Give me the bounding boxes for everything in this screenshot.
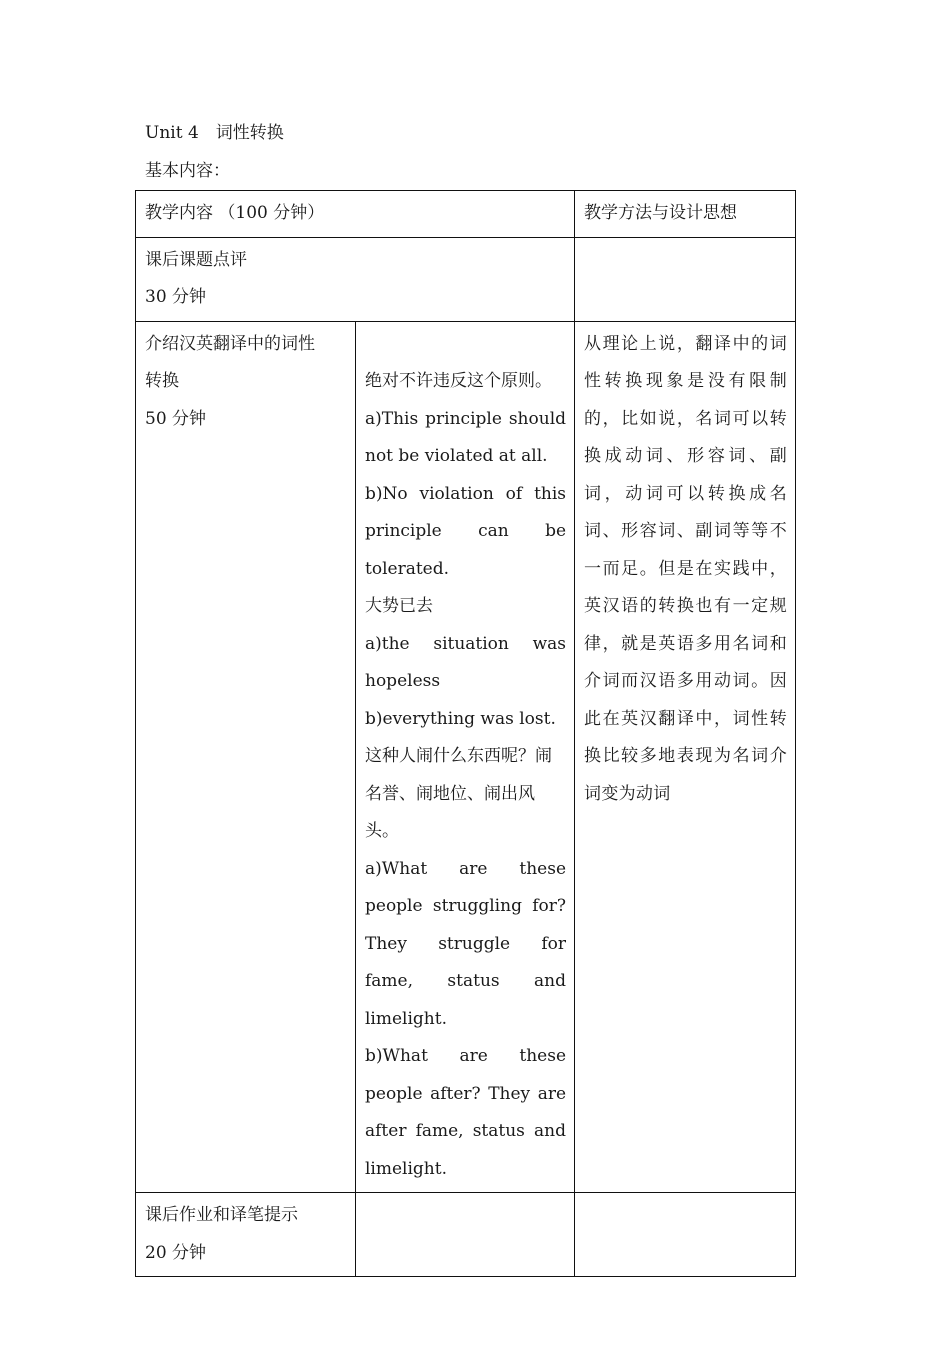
example-translation: b)everything was lost. — [365, 708, 556, 729]
example-sentence: 绝对不许违反这个原则。 — [365, 371, 552, 391]
lesson-plan-table — [135, 190, 796, 1277]
example-translation: b)No violation of this principle can be tolerated. — [365, 483, 567, 579]
intro-topic-line2: 转换 — [145, 371, 179, 391]
intro-examples-cell — [356, 321, 575, 1193]
intro-topic-cell — [136, 321, 356, 1193]
document-title: Unit 4 词性转换 — [145, 123, 284, 143]
intro-duration: 50 分钟 — [145, 408, 207, 429]
homework-duration: 20 分钟 — [145, 1242, 207, 1263]
header-method-cell — [575, 191, 796, 238]
example-translation: a)What are these people struggling for? They struggle for fame, status and limelight. — [365, 858, 567, 1029]
example-translation: a)the situation was hopeless — [365, 633, 567, 691]
table-header-row — [136, 191, 796, 238]
review-method-cell — [575, 237, 796, 321]
example-sentence: 大势已去 — [365, 596, 433, 616]
header-content-label: 教学内容 （100 分钟） — [145, 203, 325, 223]
table-row-homework — [136, 1193, 796, 1277]
example-sentence: 这种人闹什么东西呢？闹名誉、闹地位、闹出风头。 — [365, 746, 552, 841]
section-label: 基本内容： — [145, 161, 230, 181]
table-row-intro — [136, 321, 796, 1193]
homework-topic-cell — [136, 1193, 356, 1277]
review-duration: 30 分钟 — [145, 287, 207, 307]
intro-method-text: 从理论上说，翻译中的词性转换现象是没有限制的，比如说，名词可以转换成动词、形容词、副词，动词可以转换成名词、形容词、副词等等不一而足。但是在实践中，英汉语的转换也有一定规律，就是英语多用名词和介词而汉语多用动词。因此在英汉翻译中，词性转换比较多地表现为名词介词变为动词 — [584, 333, 788, 804]
review-topic: 课后课题点评 — [145, 249, 247, 270]
intro-method-cell — [575, 321, 796, 1193]
example-translation: a)This principle should not be violated at all. — [365, 408, 567, 466]
review-topic-cell — [136, 237, 575, 321]
header-content-cell — [136, 191, 575, 238]
intro-topic-line1: 介绍汉英翻译中的词性 — [145, 333, 315, 354]
homework-topic: 课后作业和译笔提示 — [145, 1205, 298, 1225]
homework-method-cell — [575, 1193, 796, 1277]
examples-spacer — [365, 326, 566, 364]
homework-examples-cell — [356, 1193, 575, 1277]
table-row-review — [136, 237, 796, 321]
example-translation: b)What are these people after? They are after fame, status and limelight. — [365, 1046, 567, 1179]
header-method-label: 教学方法与设计思想 — [584, 203, 738, 223]
